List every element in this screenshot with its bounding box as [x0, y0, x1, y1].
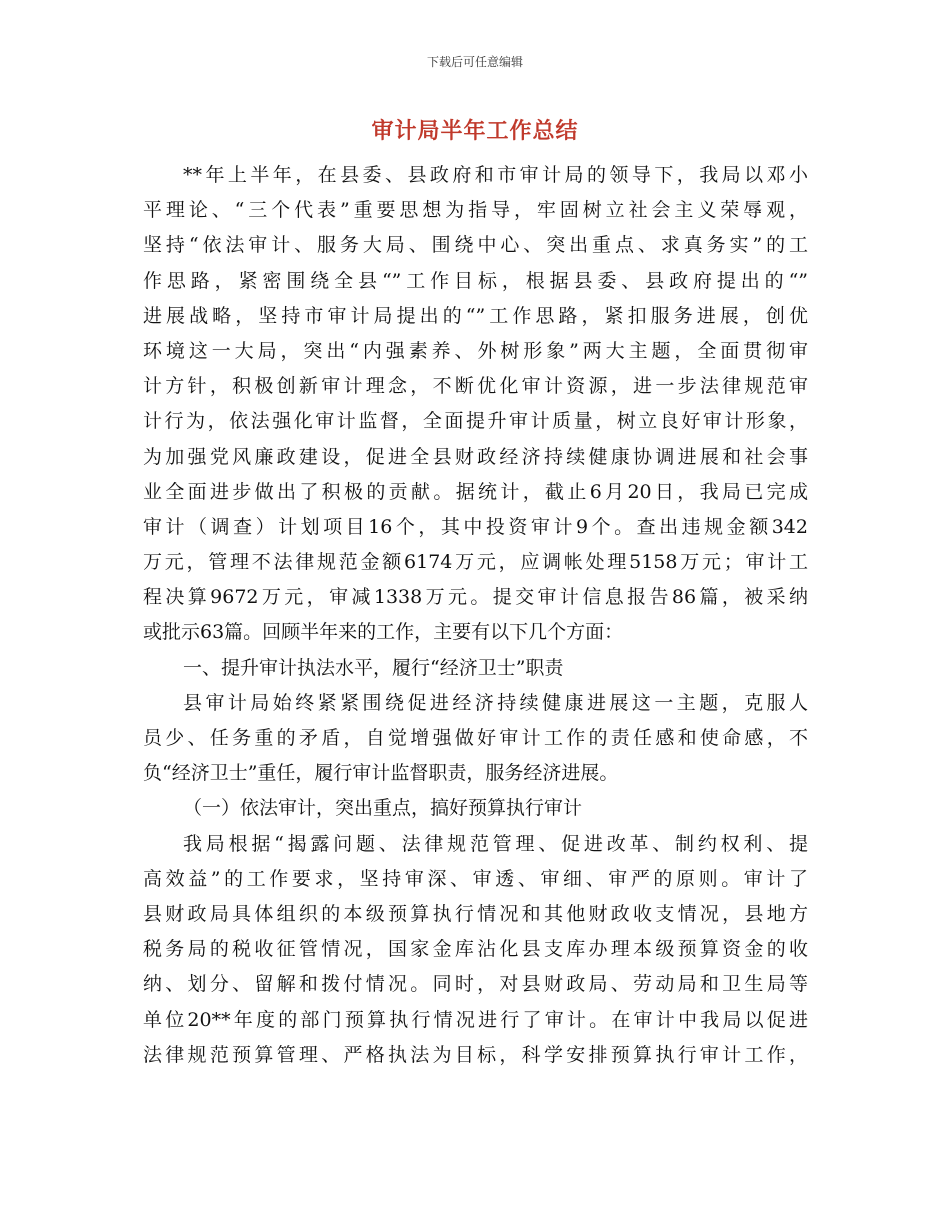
text-line: 作思路，紧密围绕全县“”工作目标，根据县委、县政府提出的“”: [143, 269, 808, 292]
text-line: 坚持“依法审计、服务大局、围绕中心、突出重点、求真务实”的工: [143, 234, 808, 257]
document-body: [143, 158, 808, 1073]
text-line: 纳、划分、留解和拨付情况。同时，对县财政局、劳动局和卫生局等: [143, 973, 808, 996]
document-title: 审计局半年工作总结: [371, 119, 579, 144]
text-line: 员少、任务重的矛盾，自觉增强做好审计工作的责任感和使命感，不: [143, 727, 808, 749]
text-line: 或批示63篇。回顾半年来的工作，主要有以下几个方面：: [143, 621, 624, 644]
text-line: 程决算9672万元，审减1338万元。提交审计信息报告86篇，被采纳: [143, 586, 808, 609]
text-line: 审计（调查）计划项目16个，其中投资审计9个。查出违规金额342: [143, 515, 808, 538]
header-note: 下载后可任意编辑: [426, 55, 523, 69]
text-line: 业全面进步做出了积极的贡献。据统计，截止6月20日，我局已完成: [143, 480, 808, 503]
text-line: 县审计局始终紧紧围绕促进经济持续健康进展这一主题，克服人: [183, 691, 808, 714]
text-line: 县财政局具体组织的本级预算执行情况和其他财政收支情况，县地方: [143, 902, 808, 925]
text-line: 法律规范预算管理、严格执法为目标，科学安排预算执行审计工作，: [143, 1043, 808, 1066]
text-line: 我局根据“揭露问题、法律规范管理、促进改革、制约权利、提: [183, 832, 808, 855]
text-line: 平理论、“三个代表”重要思想为指导，牢固树立社会主义荣辱观，: [143, 199, 808, 222]
text-line: 高效益”的工作要求，坚持审深、审透、审细、审严的原则。审计了: [143, 867, 808, 890]
text-line: 环境这一大局，突出“内强素养、外树形象”两大主题，全面贯彻审: [143, 339, 808, 362]
text-line: 万元，管理不法律规范金额6174万元，应调帐处理5158万元；审计工: [143, 551, 808, 574]
text-line: 为加强党风廉政建设，促进全县财政经济持续健康协调进展和社会事: [143, 445, 808, 468]
text-line: 单位20**年度的部门预算执行情况进行了审计。在审计中我局以促进: [143, 1008, 808, 1031]
text-line: **年上半年，在县委、县政府和市审计局的领导下，我局以邓小: [183, 164, 808, 186]
text-line: 计方针，积极创新审计理念，不断优化审计资源，进一步法律规范审: [143, 375, 808, 398]
text-line: 负“经济卫士”重任，履行审计监督职责，服务经济进展。: [143, 762, 619, 785]
text-line: 计行为，依法强化审计监督，全面提升审计质量，树立良好审计形象，: [143, 410, 808, 433]
text-line: 一、提升审计执法水平，履行“经济卫士”职责: [183, 656, 564, 679]
text-line: （一）依法审计，突出重点，搞好预算执行审计: [183, 797, 583, 820]
text-line: 税务局的税收征管情况，国家金库沾化县支库办理本级预算资金的收: [143, 938, 808, 961]
text-line: 进展战略，坚持市审计局提出的“”工作思路，紧扣服务进展，创优: [143, 304, 808, 327]
